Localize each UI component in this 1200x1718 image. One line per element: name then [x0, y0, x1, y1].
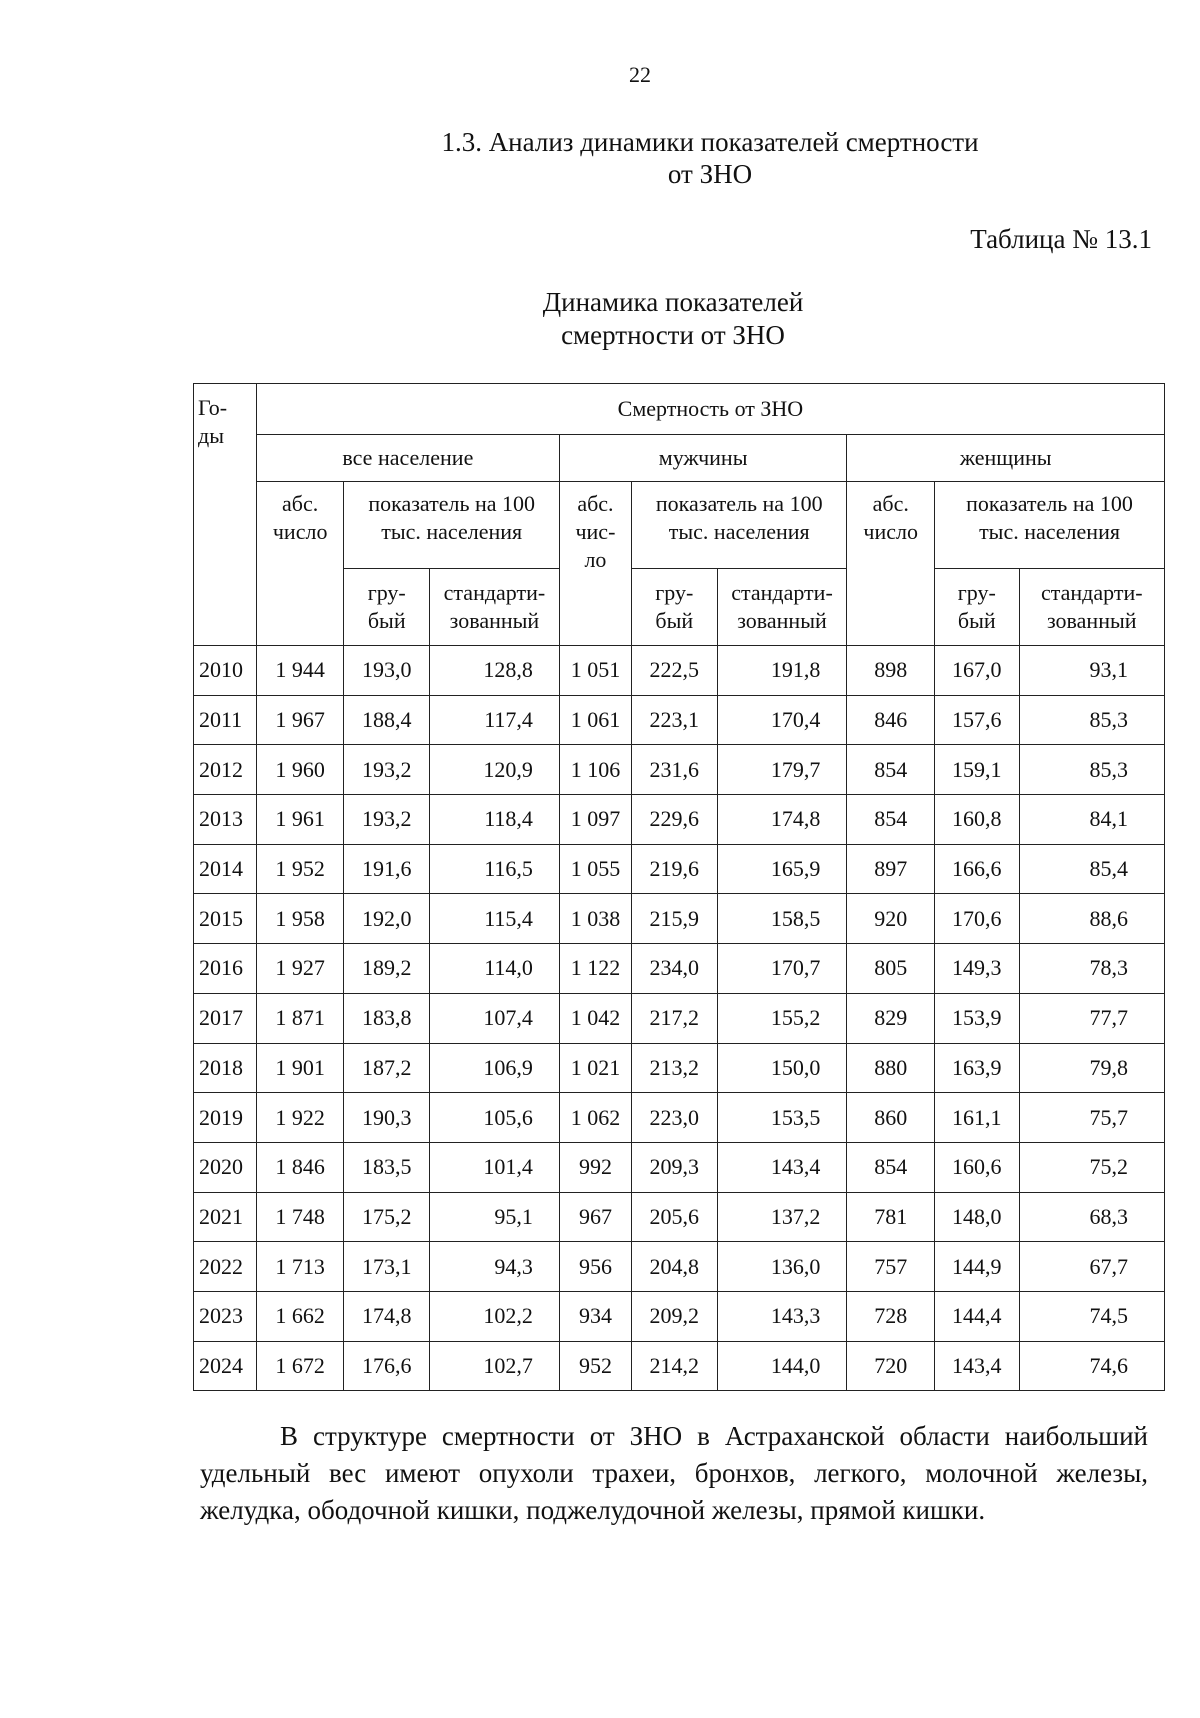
year-cell: 2013: [194, 795, 257, 845]
table-cell: 1 713: [256, 1242, 344, 1292]
table-cell: 1 106: [559, 745, 631, 795]
table-cell: 190,3: [344, 1093, 430, 1143]
table-cell: 175,2: [344, 1192, 430, 1242]
table-cell: 1 952: [256, 844, 344, 894]
table-cell: 149,3: [935, 944, 1020, 994]
table-cell: 956: [559, 1242, 631, 1292]
table-cell: 79,8: [1019, 1043, 1164, 1093]
year-cell: 2018: [194, 1043, 257, 1093]
table-row: [194, 745, 1165, 795]
table-cell: 781: [847, 1192, 935, 1242]
table-cell: 114,0: [430, 944, 560, 994]
table-cell: 223,0: [632, 1093, 718, 1143]
table-number: Таблица № 13.1: [970, 224, 1152, 254]
table-cell: 85,4: [1019, 844, 1164, 894]
table-cell: 117,4: [430, 695, 560, 745]
table-cell: 193,0: [344, 646, 430, 696]
table-cell: 191,6: [344, 844, 430, 894]
table-cell: 176,6: [344, 1341, 430, 1391]
page-number: 22: [629, 62, 651, 87]
table-cell: 173,1: [344, 1242, 430, 1292]
table-cell: 75,7: [1019, 1093, 1164, 1143]
table-cell: 222,5: [632, 646, 718, 696]
year-cell: 2023: [194, 1291, 257, 1341]
table-row: [194, 795, 1165, 845]
year-cell: 2012: [194, 745, 257, 795]
section-title: [240, 126, 1180, 190]
table-cell: 1 901: [256, 1043, 344, 1093]
table-cell: 205,6: [632, 1192, 718, 1242]
body-paragraph: В структуре смертности от ЗНО в Астраханской области наибольший удельный вес имеют опухоли трахеи, бронхов, легкого, молочной железы, желудка, ободочной кишки, поджелудочной железы, прямой кишки.: [200, 1421, 1148, 1525]
table-cell: 143,4: [935, 1341, 1020, 1391]
abs-header-men: абс. чис- ло: [559, 482, 631, 646]
table-cell: 163,9: [935, 1043, 1020, 1093]
year-cell: 2020: [194, 1142, 257, 1192]
year-cell: 2021: [194, 1192, 257, 1242]
table-cell: 67,7: [1019, 1242, 1164, 1292]
table-row: [194, 1093, 1165, 1143]
table-row: [194, 1043, 1165, 1093]
table-cell: 1 967: [256, 695, 344, 745]
table-cell: 805: [847, 944, 935, 994]
abs-header-women: абс. число: [847, 482, 935, 646]
std-header-women: стандарти- зованный: [1019, 569, 1164, 646]
table-cell: 720: [847, 1341, 935, 1391]
section-title-line-1: 1.3. Анализ динамики показателей смертности: [441, 127, 979, 157]
table-row: [194, 646, 1165, 696]
table-cell: 165,9: [717, 844, 847, 894]
table-cell: 143,3: [717, 1291, 847, 1341]
table-cell: 160,6: [935, 1142, 1020, 1192]
std-header-men: стандарти- зованный: [717, 569, 847, 646]
table-cell: 158,5: [717, 894, 847, 944]
table-cell: 219,6: [632, 844, 718, 894]
table-cell: 854: [847, 795, 935, 845]
table-cell: 101,4: [430, 1142, 560, 1192]
table-cell: 223,1: [632, 695, 718, 745]
table-cell: 214,2: [632, 1341, 718, 1391]
table-cell: 204,8: [632, 1242, 718, 1292]
year-cell: 2016: [194, 944, 257, 994]
table-cell: 952: [559, 1341, 631, 1391]
table-cell: 94,3: [430, 1242, 560, 1292]
table-cell: 179,7: [717, 745, 847, 795]
table-cell: 118,4: [430, 795, 560, 845]
year-cell: 2017: [194, 993, 257, 1043]
table-cell: 137,2: [717, 1192, 847, 1242]
table-cell: 1 122: [559, 944, 631, 994]
indicator-header-women: показатель на 100 тыс. населения: [935, 482, 1165, 569]
table-cell: 189,2: [344, 944, 430, 994]
table-cell: 174,8: [717, 795, 847, 845]
table-cell: 829: [847, 993, 935, 1043]
table-row: [194, 944, 1165, 994]
table-cell: 187,2: [344, 1043, 430, 1093]
table-cell: 757: [847, 1242, 935, 1292]
table-cell: 170,4: [717, 695, 847, 745]
table-title-line-2: смертности от ЗНО: [561, 320, 785, 350]
table-cell: 85,3: [1019, 695, 1164, 745]
years-header: Го- ды: [194, 384, 257, 646]
table-cell: 992: [559, 1142, 631, 1192]
table-cell: 1 927: [256, 944, 344, 994]
table-cell: 120,9: [430, 745, 560, 795]
year-cell: 2010: [194, 646, 257, 696]
table-cell: 183,8: [344, 993, 430, 1043]
table-row: [194, 1142, 1165, 1192]
table-cell: 153,5: [717, 1093, 847, 1143]
table-row: [194, 993, 1165, 1043]
table-cell: 193,2: [344, 795, 430, 845]
table-cell: 1 961: [256, 795, 344, 845]
std-header-all: стандарти- зованный: [430, 569, 560, 646]
table-cell: 209,3: [632, 1142, 718, 1192]
table-cell: 846: [847, 695, 935, 745]
group-header-all: все население: [256, 435, 559, 482]
table-cell: 148,0: [935, 1192, 1020, 1242]
table-cell: 1 097: [559, 795, 631, 845]
table-cell: 1 960: [256, 745, 344, 795]
year-cell: 2011: [194, 695, 257, 745]
table-cell: 1 846: [256, 1142, 344, 1192]
table-row: [194, 1341, 1165, 1391]
table-cell: 68,3: [1019, 1192, 1164, 1242]
main-header: Смертность от ЗНО: [256, 384, 1164, 435]
table-cell: 1 922: [256, 1093, 344, 1143]
table-cell: 215,9: [632, 894, 718, 944]
table-cell: 920: [847, 894, 935, 944]
table-cell: 166,6: [935, 844, 1020, 894]
table-cell: 234,0: [632, 944, 718, 994]
year-cell: 2014: [194, 844, 257, 894]
table-cell: 105,6: [430, 1093, 560, 1143]
table-cell: 116,5: [430, 844, 560, 894]
table-row: [194, 1242, 1165, 1292]
mortality-table: [193, 383, 1165, 1391]
table-cell: 155,2: [717, 993, 847, 1043]
indicator-header-men: показатель на 100 тыс. населения: [632, 482, 847, 569]
table-cell: 85,3: [1019, 745, 1164, 795]
table-cell: 183,5: [344, 1142, 430, 1192]
table-cell: 854: [847, 1142, 935, 1192]
table-cell: 1 958: [256, 894, 344, 944]
table-cell: 1 944: [256, 646, 344, 696]
table-cell: 157,6: [935, 695, 1020, 745]
table-cell: 213,2: [632, 1043, 718, 1093]
table-row: [194, 894, 1165, 944]
table-cell: 1 662: [256, 1291, 344, 1341]
table-cell: 897: [847, 844, 935, 894]
table-cell: 144,0: [717, 1341, 847, 1391]
table-cell: 880: [847, 1043, 935, 1093]
group-header-women: женщины: [847, 435, 1165, 482]
table-row: [194, 1192, 1165, 1242]
table-cell: 209,2: [632, 1291, 718, 1341]
table-cell: 95,1: [430, 1192, 560, 1242]
indicator-header-all: показатель на 100 тыс. населения: [344, 482, 559, 569]
table-cell: 191,8: [717, 646, 847, 696]
table-cell: 75,2: [1019, 1142, 1164, 1192]
table-cell: 174,8: [344, 1291, 430, 1341]
group-header-men: мужчины: [559, 435, 847, 482]
table-cell: 1 871: [256, 993, 344, 1043]
table-cell: 854: [847, 745, 935, 795]
table-cell: 161,1: [935, 1093, 1020, 1143]
table-body: [194, 646, 1165, 1391]
table-cell: 106,9: [430, 1043, 560, 1093]
table-cell: 229,6: [632, 795, 718, 845]
table-cell: 78,3: [1019, 944, 1164, 994]
table-cell: 74,5: [1019, 1291, 1164, 1341]
table-cell: 1 748: [256, 1192, 344, 1242]
table-cell: 144,9: [935, 1242, 1020, 1292]
table-row: [194, 844, 1165, 894]
table-cell: 170,6: [935, 894, 1020, 944]
table-cell: 1 055: [559, 844, 631, 894]
table-cell: 107,4: [430, 993, 560, 1043]
table-cell: 1 051: [559, 646, 631, 696]
table-cell: 93,1: [1019, 646, 1164, 696]
table-cell: 1 672: [256, 1341, 344, 1391]
year-cell: 2019: [194, 1093, 257, 1143]
table-cell: 192,0: [344, 894, 430, 944]
table-cell: 1 061: [559, 695, 631, 745]
crude-header-men: гру- бый: [632, 569, 718, 646]
year-cell: 2024: [194, 1341, 257, 1391]
table-cell: 728: [847, 1291, 935, 1341]
table-cell: 88,6: [1019, 894, 1164, 944]
table-cell: 74,6: [1019, 1341, 1164, 1391]
table-cell: 150,0: [717, 1043, 847, 1093]
table-cell: 193,2: [344, 745, 430, 795]
table-title-line-1: Динамика показателей: [542, 287, 804, 317]
table-title: [478, 286, 868, 352]
table-cell: 160,8: [935, 795, 1020, 845]
table-cell: 1 062: [559, 1093, 631, 1143]
table-cell: 143,4: [717, 1142, 847, 1192]
table-cell: 231,6: [632, 745, 718, 795]
table-cell: 144,4: [935, 1291, 1020, 1341]
table-cell: 1 021: [559, 1043, 631, 1093]
year-cell: 2022: [194, 1242, 257, 1292]
year-cell: 2015: [194, 894, 257, 944]
table-cell: 153,9: [935, 993, 1020, 1043]
table-cell: 115,4: [430, 894, 560, 944]
table-cell: 1 042: [559, 993, 631, 1043]
abs-header-all: абс. число: [256, 482, 344, 646]
table-cell: 77,7: [1019, 993, 1164, 1043]
table-cell: 967: [559, 1192, 631, 1242]
crude-header-women: гру- бый: [935, 569, 1020, 646]
table-cell: 934: [559, 1291, 631, 1341]
table-cell: 102,7: [430, 1341, 560, 1391]
table-cell: 84,1: [1019, 795, 1164, 845]
table-cell: 898: [847, 646, 935, 696]
table-cell: 1 038: [559, 894, 631, 944]
table-cell: 188,4: [344, 695, 430, 745]
table-cell: 860: [847, 1093, 935, 1143]
section-title-line-2: от ЗНО: [667, 159, 753, 189]
table-cell: 128,8: [430, 646, 560, 696]
table-cell: 217,2: [632, 993, 718, 1043]
table-cell: 136,0: [717, 1242, 847, 1292]
table-cell: 102,2: [430, 1291, 560, 1341]
table-row: [194, 695, 1165, 745]
table-cell: 159,1: [935, 745, 1020, 795]
table-cell: 167,0: [935, 646, 1020, 696]
crude-header-all: гру- бый: [344, 569, 430, 646]
table-row: [194, 1291, 1165, 1341]
table-cell: 170,7: [717, 944, 847, 994]
